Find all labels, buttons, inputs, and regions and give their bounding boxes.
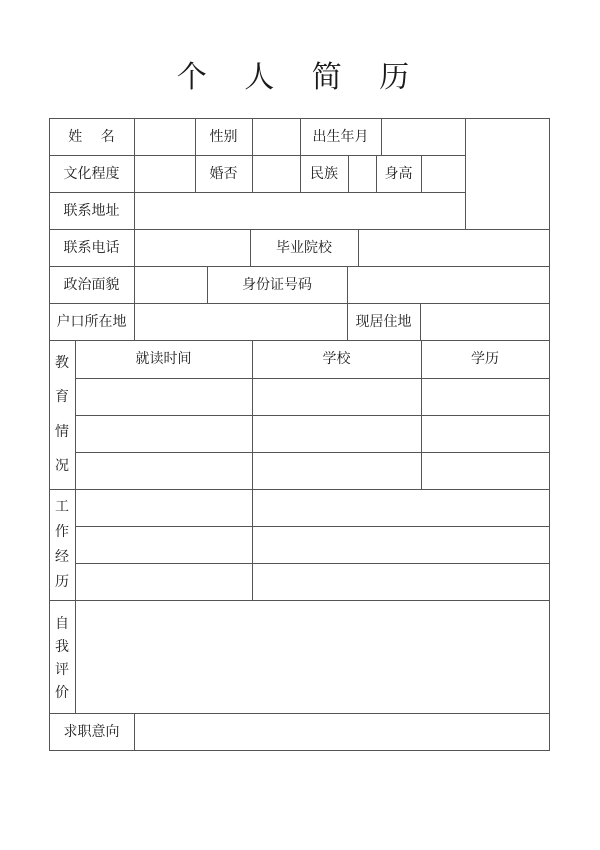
table-border-right [549, 118, 550, 751]
education-level-field[interactable] [135, 156, 195, 192]
current-residence-label: 现居住地 [355, 313, 412, 330]
birth-date-field[interactable] [382, 119, 465, 155]
self-evaluation-char: 我 [55, 638, 69, 655]
political-status-label: 政治面貌 [63, 276, 120, 293]
phone-label: 联系电话 [63, 239, 120, 256]
phone-field[interactable] [135, 230, 250, 266]
household-registration-label: 户口所在地 [56, 313, 127, 330]
education-section-char: 情 [55, 423, 69, 440]
education-level-label: 文化程度 [63, 165, 120, 182]
self-evaluation-char: 价 [55, 684, 69, 701]
table-border-bottom [49, 750, 550, 751]
study-period-header: 就读时间 [135, 351, 192, 367]
education-section-label [49, 340, 75, 489]
self-evaluation-char: 自 [55, 615, 69, 632]
degree-header: 学历 [471, 351, 499, 367]
ethnicity-label: 民族 [310, 165, 338, 182]
marital-status-field[interactable] [253, 156, 300, 192]
work-section-char: 作 [55, 524, 69, 541]
marital-status-label: 婚否 [209, 165, 238, 182]
education-entries-area[interactable] [76, 379, 549, 489]
work-section-char: 经 [55, 548, 69, 565]
education-section-char: 育 [55, 389, 69, 406]
education-section-char: 教 [55, 355, 69, 372]
page-title: 个 人 简 历 [176, 60, 424, 95]
work-section-char: 历 [55, 573, 69, 590]
political-status-field[interactable] [135, 267, 207, 303]
name-field[interactable] [135, 119, 195, 155]
address-field[interactable] [135, 193, 465, 229]
height-field[interactable] [422, 156, 465, 192]
graduated-school-label: 毕业院校 [276, 239, 332, 256]
work-section-label [49, 489, 75, 600]
id-number-field[interactable] [348, 267, 549, 303]
self-evaluation-label [49, 612, 75, 704]
self-evaluation-field[interactable] [76, 601, 549, 713]
school-header: 学校 [322, 351, 351, 367]
photo-box[interactable] [466, 119, 549, 229]
birth-date-label: 出生年月 [312, 128, 369, 145]
address-label: 联系地址 [63, 202, 120, 219]
ethnicity-field[interactable] [349, 156, 376, 192]
name-label: 姓 名 [68, 128, 115, 145]
work-section-char: 工 [55, 499, 69, 516]
graduated-school-field[interactable] [359, 230, 549, 266]
current-residence-field[interactable] [421, 304, 549, 340]
education-section-char: 况 [55, 457, 69, 474]
self-evaluation-char: 评 [55, 661, 69, 678]
household-registration-field[interactable] [135, 304, 347, 340]
job-intention-field[interactable] [135, 714, 549, 750]
height-label: 身高 [384, 165, 413, 182]
job-intention-label: 求职意向 [63, 723, 120, 740]
gender-label: 性别 [209, 128, 238, 145]
gender-field[interactable] [253, 119, 300, 155]
id-number-label: 身份证号码 [242, 276, 312, 293]
work-entries-area[interactable] [76, 490, 549, 600]
